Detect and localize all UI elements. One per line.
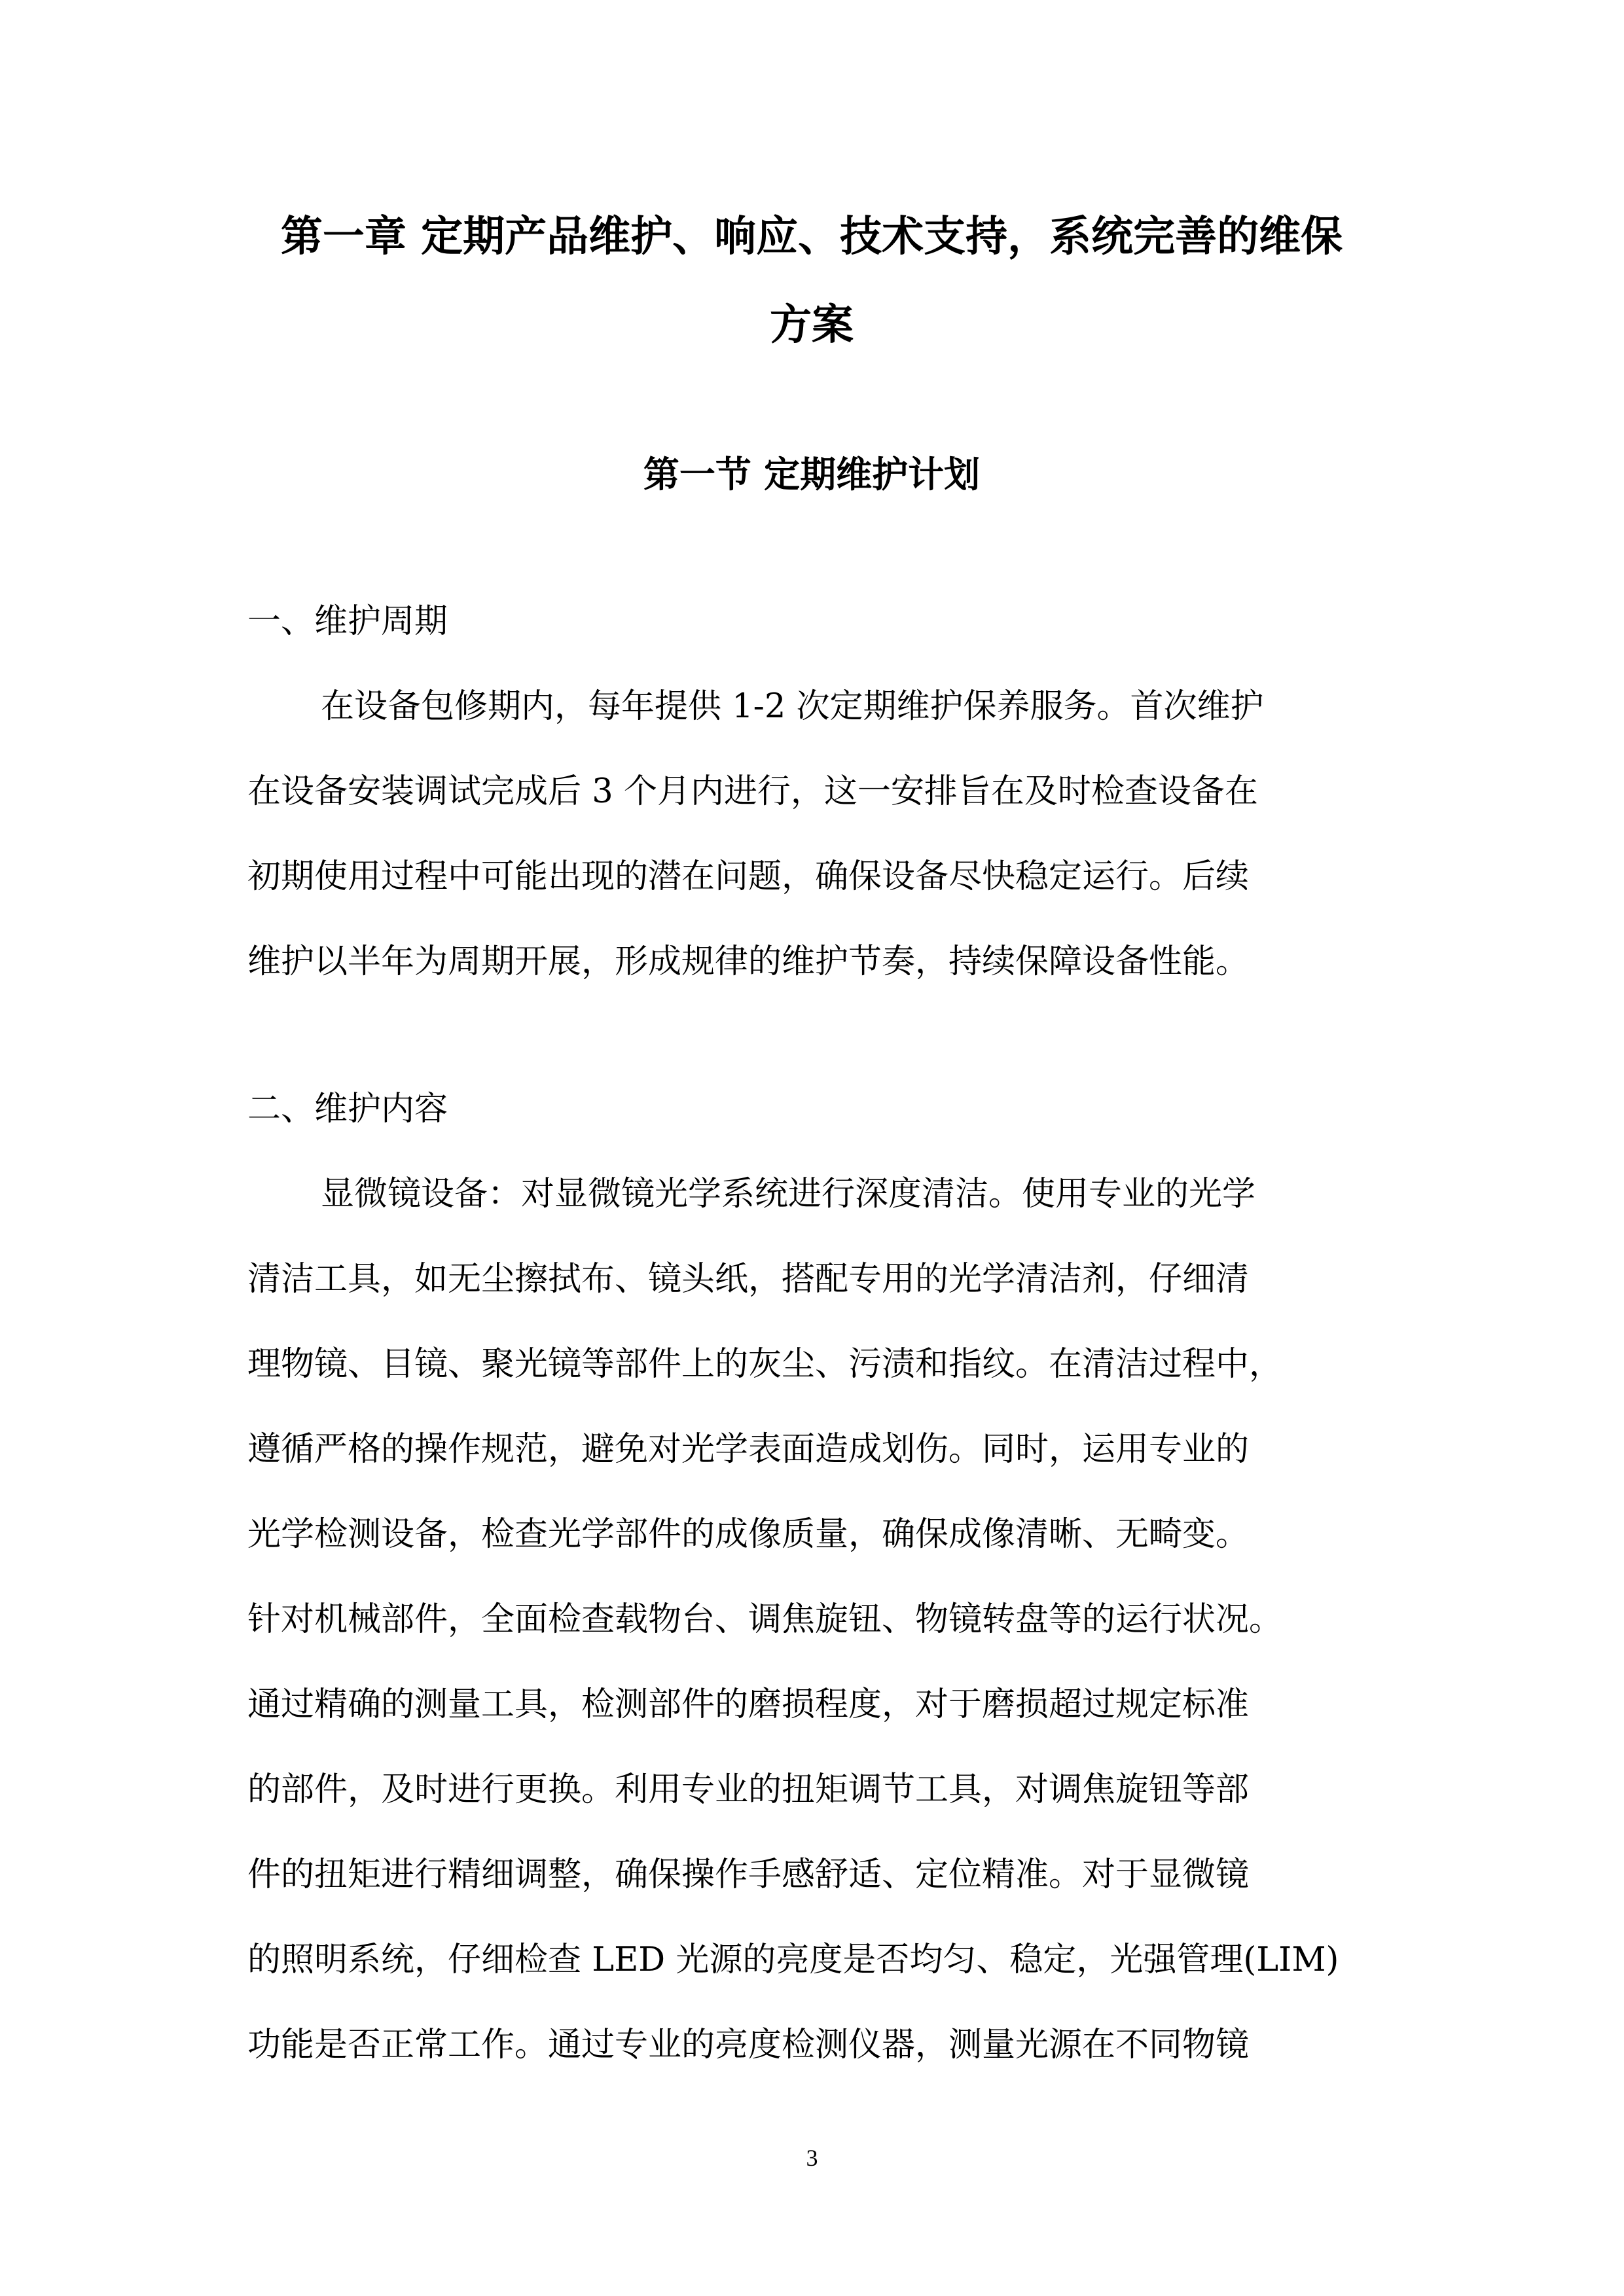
- paragraph-line: 遵循严格的操作规范，避免对光学表面造成划伤。同时，运用专业的: [247, 1430, 1250, 1469]
- paragraph-line: 维护以半年为周期开展，形成规律的维护节奏，持续保障设备性能。: [247, 942, 1250, 981]
- paragraph-line: 针对机械部件，全面检查载物台、调焦旋钮、物镜转盘等的运行状况。: [247, 1600, 1283, 1639]
- paragraph-line: 件的扭矩进行精细调整，确保操作手感舒适、定位精准。对于显微镜: [247, 1856, 1250, 1894]
- heading-maintenance-content: 二、维护内容: [247, 1090, 448, 1128]
- chapter-title-line-1: 第一章 定期产品维护、响应、技术支持，系统完善的维保: [280, 213, 1343, 261]
- paragraph-line: 初期使用过程中可能出现的潜在问题，确保设备尽快稳定运行。后续: [247, 857, 1250, 896]
- paragraph-line: 在设备安装调试完成后 3 个月内进行，这一安排旨在及时检查设备在: [247, 772, 1258, 811]
- paragraph-line: 理物镜、目镜、聚光镜等部件上的灰尘、污渍和指纹。在清洁过程中，: [247, 1345, 1283, 1384]
- page-number: 3: [806, 2145, 818, 2171]
- chapter-title-line-2: 方案: [770, 301, 854, 350]
- paragraph-line: 的照明系统，仔细检查 LED 光源的亮度是否均匀、稳定，光强管理(LIM): [247, 1941, 1339, 1979]
- paragraph-line: 显微镜设备：对显微镜光学系统进行深度清洁。使用专业的光学: [321, 1175, 1256, 1213]
- paragraph-line: 在设备包修期内，每年提供 1-2 次定期维护保养服务。首次维护: [321, 687, 1264, 726]
- paragraph-line: 功能是否正常工作。通过专业的亮度检测仪器，测量光源在不同物镜: [247, 2026, 1250, 2064]
- heading-maintenance-cycle: 一、维护周期: [247, 602, 448, 641]
- paragraph-line: 清洁工具，如无尘擦拭布、镜头纸，搭配专用的光学清洁剂，仔细清: [247, 1260, 1250, 1299]
- paragraph-line: 通过精确的测量工具，检测部件的磨损程度，对于磨损超过规定标准: [247, 1685, 1250, 1724]
- section-title: 第一节 定期维护计划: [643, 454, 981, 495]
- paragraph-line: 光学检测设备，检查光学部件的成像质量，确保成像清晰、无畸变。: [247, 1515, 1250, 1554]
- paragraph-line: 的部件，及时进行更换。利用专业的扭矩调节工具，对调焦旋钮等部: [247, 1770, 1250, 1809]
